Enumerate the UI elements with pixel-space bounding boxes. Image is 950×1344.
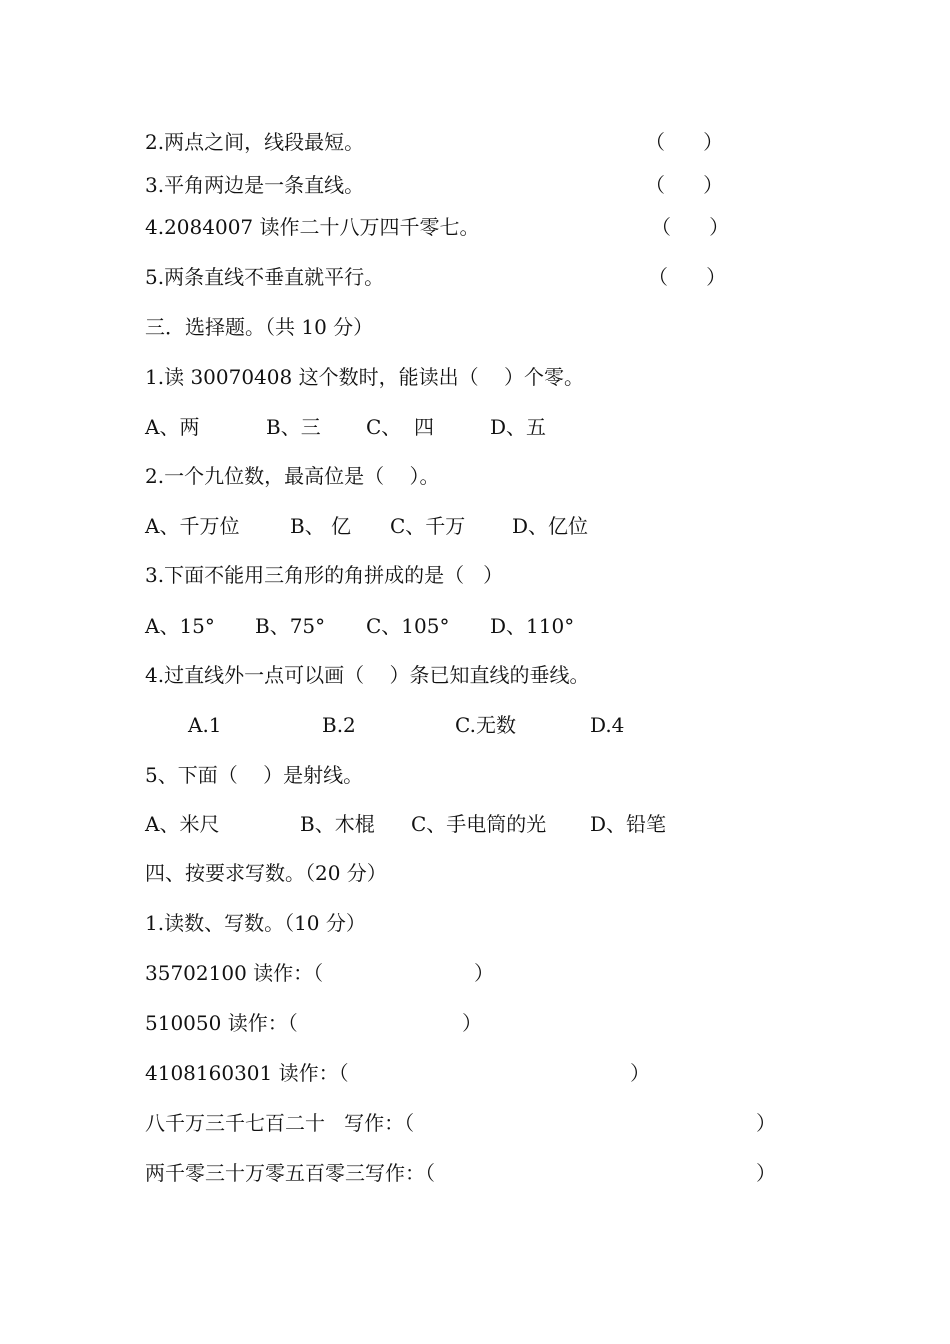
- write-item-2: 510050 读作：（: [145, 1011, 298, 1035]
- judge-q5-answer-paren[interactable]: （ ）: [648, 265, 727, 289]
- choice-q5-option-c: C、手电筒的光: [411, 812, 547, 836]
- choice-q5-stem: 5、下面（ ）是射线。: [145, 763, 364, 787]
- choice-q5-option-b: B、木棍: [300, 812, 375, 836]
- choice-section-heading: 三．选择题。（共 10 分）: [145, 315, 374, 339]
- choice-q1-option-d: D、五: [490, 415, 547, 439]
- write-item-1-close-paren: ）: [474, 961, 494, 985]
- choice-q1-option-b: B、三: [266, 415, 321, 439]
- choice-q2-stem: 2.一个九位数，最高位是（ ）。: [145, 464, 440, 488]
- choice-q4-option-d: D.4: [590, 713, 625, 737]
- choice-q2-option-d: D、亿位: [512, 514, 589, 538]
- write-item-5-close-paren: ）: [756, 1161, 776, 1185]
- write-item-4-close-paren: ）: [756, 1111, 776, 1135]
- choice-q2-option-c: C、千万: [390, 514, 466, 538]
- choice-q3-stem: 3.下面不能用三角形的角拼成的是（ ）: [145, 563, 504, 587]
- write-item-1: 35702100 读作：（: [145, 961, 324, 985]
- judge-q2-answer-paren[interactable]: （ ）: [645, 130, 724, 154]
- choice-q4-option-a: A.1: [188, 713, 222, 737]
- choice-q5-option-a: A、米尺: [145, 812, 220, 836]
- write-sub1-heading: 1.读数、写数。（10 分）: [145, 911, 366, 935]
- judge-q2-text: 2.两点之间，线段最短。: [145, 130, 365, 154]
- choice-q4-option-b: B.2: [322, 713, 356, 737]
- write-section-heading: 四、按要求写数。（20 分）: [145, 861, 387, 885]
- judge-q3-text: 3.平角两边是一条直线。: [145, 173, 365, 197]
- write-item-5: 两千零三十万零五百零三写作：（: [145, 1161, 435, 1185]
- write-item-3: 4108160301 读作：（: [145, 1061, 349, 1085]
- choice-q2-option-a: A、千万位: [145, 514, 240, 538]
- judge-q3-answer-paren[interactable]: （ ）: [645, 173, 724, 197]
- write-item-4: 八千万三千七百二十 写作：（: [145, 1111, 415, 1135]
- choice-q3-option-a: A、15°: [145, 614, 215, 638]
- choice-q5-option-d: D、铅笔: [590, 812, 667, 836]
- choice-q3-option-b: B、75°: [255, 614, 326, 638]
- choice-q4-stem: 4.过直线外一点可以画（ ）条已知直线的垂线。: [145, 663, 590, 687]
- choice-q2-option-b: B、 亿: [290, 514, 352, 538]
- choice-q1-stem: 1.读 30070408 这个数时，能读出（ ）个零。: [145, 365, 585, 389]
- judge-q5-text: 5.两条直线不垂直就平行。: [145, 265, 385, 289]
- write-item-2-close-paren: ）: [462, 1011, 482, 1035]
- judge-q4-answer-paren[interactable]: （ ）: [651, 215, 730, 239]
- choice-q3-option-c: C、105°: [366, 614, 450, 638]
- choice-q1-option-c: C、 四: [366, 415, 435, 439]
- choice-q4-option-c: C.无数: [455, 713, 516, 737]
- write-item-3-close-paren: ）: [630, 1061, 650, 1085]
- judge-q4-text: 4.2084007 读作二十八万四千零七。: [145, 215, 480, 239]
- choice-q1-option-a: A、两: [145, 415, 200, 439]
- choice-q3-option-d: D、110°: [490, 614, 575, 638]
